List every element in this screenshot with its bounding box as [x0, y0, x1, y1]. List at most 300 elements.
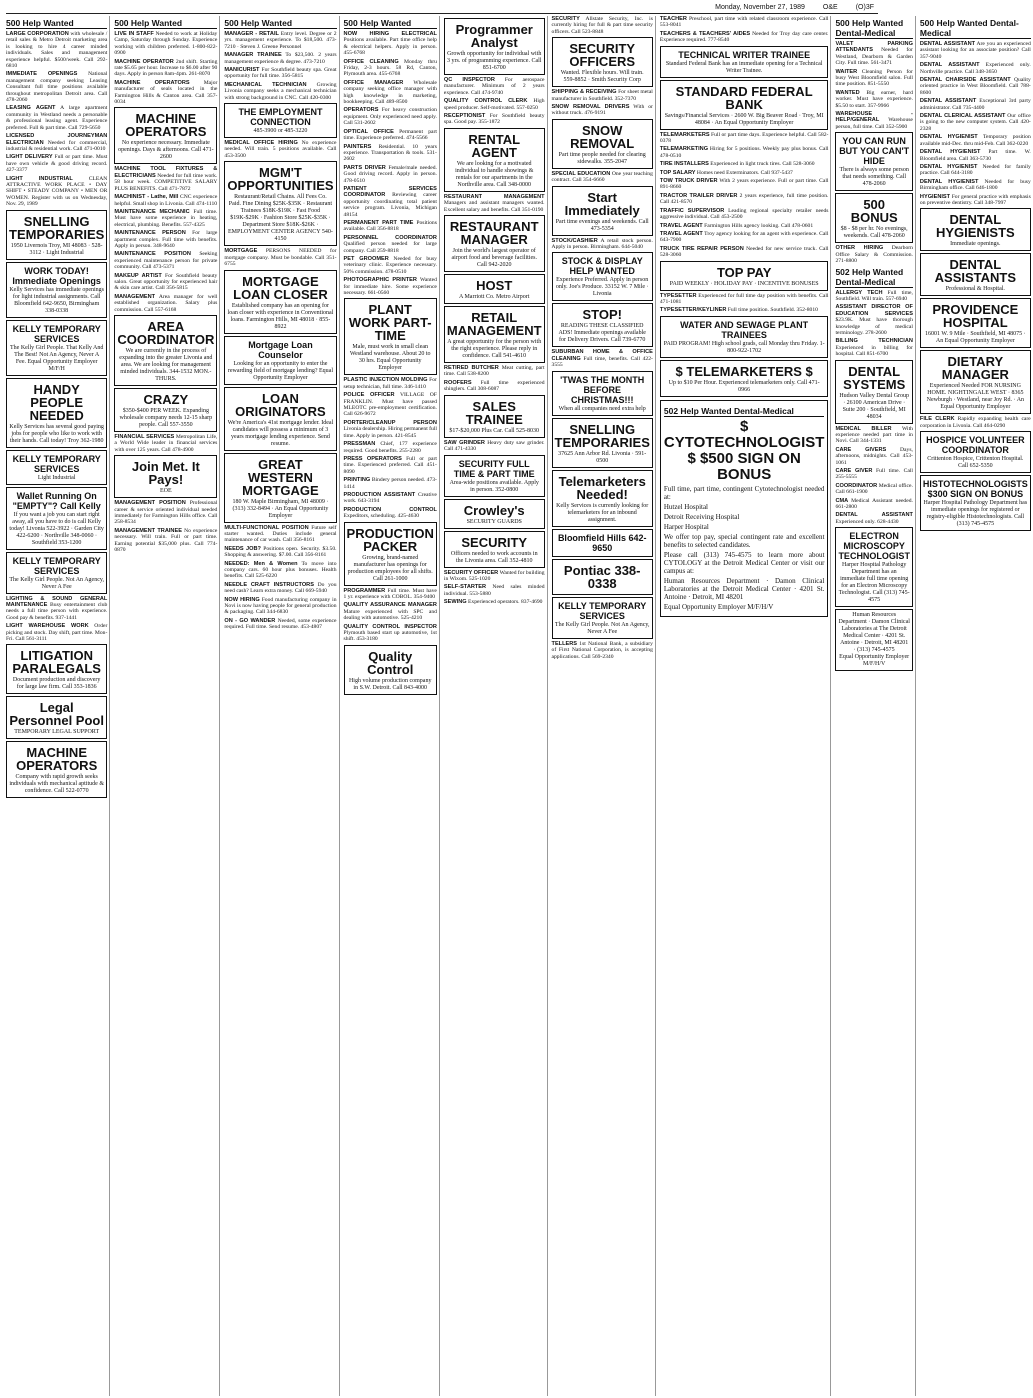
- display-ad: [552, 418, 653, 468]
- display-ad: [552, 186, 653, 236]
- section-heading: 500 Help Wanted: [224, 18, 336, 29]
- classified-ad: [224, 248, 336, 267]
- display-ad-body: Wanted. Flexible hours. Will train. 559-8852 · Smith Security Corp: [560, 70, 644, 84]
- classified-ad-text: Livonia dealership. Hiring permanent full time. Apply in person. 421-8545: [343, 426, 437, 439]
- classified-ad-title: DENTAL CHAIRSIDE ASSISTANT: [919, 77, 1011, 84]
- classified-ad-text: Our office is going to the new computer system. Call 420-2328: [919, 113, 1031, 132]
- classified-ad: [344, 588, 437, 601]
- classified-ad: [114, 273, 217, 292]
- display-ad: [552, 559, 653, 595]
- display-ad-headline: HOSPICE VOLUNTEER COORDINATOR: [926, 435, 1025, 456]
- classified-ad: [114, 209, 217, 228]
- classified-ad-text: Positions available. Part time office help & electrical helpers. Apply in person. 455-6768: [343, 37, 437, 57]
- display-ad: [552, 119, 653, 169]
- classified-ad-title: PATIENT SERVICES COORDINATOR: [343, 185, 437, 199]
- classified-ad-text: Full time. Must have some experience in heating, electrical, plumbing. Benefits. 557-4325: [114, 208, 218, 228]
- display-ad: [835, 193, 912, 243]
- display-ad-headline: LOAN ORIGINATORS: [235, 390, 326, 419]
- classified-ad-title: TRAFFIC SUPERVISOR: [659, 207, 725, 214]
- section-heading: 500 Help Wanted Dental-Medical: [835, 18, 912, 39]
- display-ad-body: A Marriott Co. Metro Airport: [458, 294, 530, 301]
- classified-ad-title: SHIPPING & RECEIVING: [551, 89, 617, 96]
- section-heading: 500 Help Wanted: [344, 18, 437, 29]
- classified-ad-text: Full time, benefits. Call 422-3555: [551, 355, 653, 369]
- classified-ad: [344, 507, 437, 520]
- classified-ad-text: Needed for busy veterinary clinic. Experience necessary. 50% commission. 478-0510: [343, 256, 437, 275]
- classified-ad: [344, 392, 437, 418]
- classified-ad: [344, 31, 437, 57]
- classified-ad-text: Creative work. 643-3194: [343, 491, 437, 505]
- classified-ad: [660, 31, 829, 44]
- classified-ad-text: A retail stock person. Apply in person. Birmingham. 644-5040: [551, 237, 653, 251]
- classified-ad: [444, 77, 545, 96]
- classified-ad: [660, 231, 829, 244]
- classified-ad-text: Area manager for well established organization. Salary plus commission. Call 557-6168: [114, 293, 218, 313]
- display-ad: [660, 261, 829, 291]
- classified-ad-text: Bindery person needed. 473-1414: [343, 477, 437, 490]
- cytotech-contact: Please call (313) 745-4575 to learn more about CYTOLOGY at the Detroit Medical Center or visit our campus at:: [663, 550, 825, 575]
- classified-ad-text: Plymouth based start up automotive, 1st shift. 453-3180: [343, 630, 437, 643]
- classified-ad-text: For Southfield beauty spa. Good pay. 355-1872: [443, 113, 545, 126]
- classified-ad-text: Warehouse person, full time. Call 352-5900: [835, 117, 913, 130]
- display-ad-body: $8 - $8 per hr. No evenings, weekends. Call 478-2060: [840, 226, 908, 240]
- classified-ad: [344, 186, 437, 218]
- classified-ad-title: QC INSPECTOR: [443, 77, 495, 83]
- display-ad: [6, 378, 107, 448]
- display-ad-body: Company with rapid growth seeks individuals with mechanical aptitude & confidence. Call 522-0770: [9, 774, 104, 795]
- display-ad-body: Restaurant/Retail Chains. All Fees Co. Paid. Fine Dining $25K-$35K · Restaurant Trainees $18K-$19K · Fast Food $19K-$29K · Fashion Store $25K-$35K · Department Store $18K-$26K · EMPLOYMENT CENTER AGENCY 540-4150: [228, 194, 333, 243]
- classified-ad: [920, 41, 1031, 60]
- classified-ad-title: DENTAL ASSISTANT: [919, 98, 977, 105]
- classified-ad-title: MAINTENANCE PERSON: [114, 230, 186, 237]
- classified-ad-title: QUALITY ASSURANCE MANAGER: [343, 602, 437, 609]
- display-ad: [6, 262, 107, 318]
- display-ad-headline: $ TELEMARKETERS $: [675, 363, 813, 379]
- display-ad-body: PAID WEEKLY · HOLIDAY PAY · INCENTIVE BONUSES: [669, 280, 819, 287]
- classified-ad-title: MANICURIST: [224, 67, 260, 74]
- classified-ad: [344, 256, 437, 275]
- cytotechnologist-ad: [660, 400, 829, 617]
- classified-ad: [835, 245, 912, 264]
- classified-ad-text: For general practice with emphasis on preventive dentistry. Call 348-7997: [919, 193, 1031, 206]
- classified-ad-title: SECURITY OFFICER: [443, 569, 499, 576]
- display-ad: [920, 475, 1031, 531]
- display-ad-body: Harper Hospital Pathology Department has immediate openings for registered or registry-eligible Histotechnologists. Call (313) 745-4575: [923, 500, 1028, 528]
- classified-ad-title: WANTED: [835, 89, 860, 96]
- display-ad: [835, 527, 912, 607]
- classified-ad: [660, 146, 829, 159]
- classified-ad-text: Metropolitan Life, a World Wide leader in financial services with over 125 years. Call 478-4900: [114, 434, 218, 453]
- display-ad-headline: KELLY TEMPORARY SERVICES: [12, 555, 101, 576]
- classified-ad-text: Monday thru Friday, 2-3 hours. 58 Rd, Canton, Plymouth area. 455-6768: [343, 58, 437, 78]
- display-ad: [6, 487, 107, 550]
- classified-ad: [835, 69, 912, 88]
- classified-ad: [114, 80, 217, 106]
- display-ad-headline: STOCK & DISPLAY HELP WANTED: [561, 256, 643, 277]
- display-ad-headline: HOST: [476, 278, 513, 294]
- display-ad-headline: AREA COORDINATOR: [117, 319, 215, 347]
- classified-ad: [224, 618, 336, 631]
- classified-ad: [344, 235, 437, 254]
- classified-ad-title: MULTI-FUNCTIONAL POSITION: [224, 524, 309, 531]
- display-ad-body: Experienced Needed FOR NURSING HOME. NIGHTINGALE WEST · 8365 Newburgh · Westland, near Joy Rd. · An Equal Opportunity Employer: [926, 383, 1025, 411]
- classified-ad: [835, 426, 912, 445]
- classified-ad-text: No experience necessary. Will train. Full or part time. Earning potential $35,000 plus. Call 774-0870: [114, 527, 218, 554]
- display-ad-headline: ELECTRON MICROSCOPY TECHNOLOGIST: [838, 531, 910, 562]
- display-ad-headline: WATER AND SEWAGE PLANT TRAINEES: [680, 319, 809, 340]
- classified-ad-text: For Southfield beauty salon. Great opportunity for experienced hair & skin care artist. Call 356-5815: [114, 272, 218, 292]
- display-ad: [660, 80, 829, 130]
- display-ad-body: Join the world's largest operator of airport food and beverage facilities. Call 942-2020: [451, 248, 537, 269]
- page-number: (O)3F: [855, 4, 874, 11]
- classified-ad: [444, 599, 545, 605]
- classified-ad-title: MAINTENANCE POSITION: [114, 251, 191, 258]
- display-ad-headline: DENTAL SYSTEMS: [843, 363, 906, 392]
- classified-ad-text: Full time. Call 255-5555: [835, 468, 913, 481]
- display-ad-body: There is always some person that needs something. Call 478-2060: [839, 167, 909, 188]
- classified-ad: [920, 98, 1031, 111]
- classified-ad-title: SPECIAL EDUCATION: [551, 170, 611, 177]
- display-ad-headline: WORK TODAY! Immediate Openings: [12, 265, 101, 286]
- classified-ad: [835, 512, 912, 525]
- classified-ad-text: Professional career & service oriented individual needed immediately for Farmington Hills office. Call 258-8534: [114, 500, 218, 526]
- classified-ad-text: Cleaning Person for busy West Bloomfield salon. Full time position. 851-5550: [835, 68, 913, 88]
- display-ad-body: PAID PROGRAM! High school grads, call Monday thru Friday. 1-800-922-1702: [663, 340, 825, 354]
- display-ad-body: We are currently in the process of expanding into the greater Livonia and area. We are looking for management minded individuals. 344-1532 MON.-THURS.: [119, 348, 213, 382]
- classified-ad-title: MAINTENANCE MECHANIC: [114, 208, 190, 215]
- classified-ad-text: Full time experienced shinglers. Call 308-6087: [443, 379, 545, 393]
- classified-ad: [114, 251, 217, 270]
- display-ad: [444, 18, 545, 75]
- display-ad: [114, 455, 217, 498]
- display-ad-headline: Bloomfield Hills 642-9650: [557, 532, 647, 553]
- section-heading: 500 Help Wanted: [6, 18, 107, 29]
- classified-ad-title: PRESS OPERATORS: [343, 455, 402, 462]
- display-ad-body: High volume production company in S.W. Detroit. Call 843-4000: [348, 677, 432, 691]
- electron-org: Human Resources Department · Damon Clinical Laboratories at The Detroit Medical Center · 4201 St. Antoine · Detroit, MI 48201 · (313) 745-4575: [838, 612, 910, 654]
- section-heading: 502 Help Wanted Dental-Medical: [835, 267, 912, 288]
- display-ad-body: Established company has an opening for loan closer with experience in Conventional loans. Farmington Hills, MI 48018 · 855-8922: [227, 302, 334, 330]
- display-ad-headline: SECURITY FULL TIME & PART TIME: [453, 458, 535, 479]
- display-ad-body: Savings/Financial Services · 2600 W. Big Beaver Road · Troy, MI 48084 · An Equal Opportunity Employer: [664, 112, 824, 126]
- classified-ad-title: MECHANICAL TECHNICIAN: [224, 81, 307, 88]
- classified-ad: [660, 16, 829, 29]
- classified-ad-text: Experienced for full time day position with benefits. Call 471-1081: [659, 292, 829, 305]
- section-code: O&E: [822, 4, 838, 11]
- display-ad: [920, 298, 1031, 348]
- classified-ad: [835, 498, 912, 511]
- classified-column: [920, 16, 1033, 1396]
- display-ad-body: $17-$20,000 Plus Car. Call 525-8030: [449, 427, 540, 434]
- classified-column: [114, 16, 220, 1396]
- classified-ad-text: Needed, some experience required. Full time. Send resume. 453-4807: [224, 617, 337, 631]
- classified-ad: [660, 223, 829, 229]
- classified-ad-text: Seeking experienced maintenance person for private community. Call 473-5371: [114, 251, 218, 271]
- classified-ad-title: QUALITY CONTROL INSPECTOR: [343, 623, 437, 630]
- classified-ad-title: MANAGER - RETAIL: [224, 31, 279, 37]
- display-ad-body: 37625 Ann Arbor Rd. Livonia · 591-0500: [558, 450, 647, 464]
- classified-ad: [660, 307, 829, 313]
- display-ad-body: Looking for an opportunity to enter the rewarding field of mortgage lending? Equal Opportunity Employer: [227, 360, 334, 381]
- classified-ad: [224, 140, 336, 159]
- classified-ad: [660, 170, 829, 176]
- classified-ad-text: Full or part time. Must have own vehicle & good driving record. 427-3377: [6, 154, 108, 174]
- display-ad-body: EOE: [160, 488, 172, 495]
- display-ad: [344, 298, 437, 375]
- classified-ad-text: Residential. 10 years experience. Transportation & tools. 531-2602: [343, 143, 437, 163]
- display-ad: [835, 132, 912, 191]
- display-ad: [552, 371, 653, 416]
- display-ad-body: Hudson Valley Dental Group · 26100 American Drive · Suite 200 · Southfield, MI 48034: [839, 392, 910, 420]
- classified-ad: [835, 290, 912, 303]
- classified-ad-title: PERSONNEL COORDINATOR: [343, 234, 437, 241]
- display-ad-body: Part time people needed for clearing sidewalks. 355-2047: [558, 151, 646, 165]
- classified-column: [835, 16, 915, 1396]
- classified-ad-title: TRAVEL AGENT: [659, 222, 703, 229]
- classified-ad-text: Experienced in billing for hospital. Call 851-6700: [835, 344, 913, 358]
- display-ad: [444, 499, 545, 529]
- classified-ad-text: Chief, 177 experience required. Good benefits. 255-2280: [343, 441, 437, 454]
- classified-ad-title: NOW HIRING: [224, 596, 260, 603]
- classified-ad-text: With experience needed part time in Novi. Call 344-1331: [835, 425, 913, 445]
- classified-column: [344, 16, 440, 1396]
- classified-ad-text: Meat cutting, part time. Call 538-8200: [443, 365, 545, 378]
- display-ad-body: 180 W. Maple Birmingham, MI 48009 · (313) 332-8494 · An Equal Opportunity Employer: [232, 498, 329, 519]
- display-ad: [6, 210, 107, 260]
- display-ad-headline: SNELLING TEMPORARIES: [9, 213, 105, 242]
- classified-ad-title: WAITER: [835, 68, 858, 75]
- display-ad: [660, 316, 829, 358]
- display-ad-body: Immediate openings.: [950, 241, 1001, 248]
- display-ad-body: When all companies need extra help: [558, 405, 646, 412]
- classified-ad-title: PHOTOGRAPHIC PRINTER: [343, 277, 417, 284]
- display-ad-body: We're America's 41st mortgage lender. Ideal candidates will possess a minimum of 3 years mortgage lending experience. Send resume.: [227, 419, 334, 447]
- classified-ad-text: Rapidly expanding health care corporation in Livonia. Call 464-0290: [919, 416, 1031, 429]
- display-ad-body: Crittenton Hospice, Crittenton Hospital. Call 652-5350: [927, 456, 1024, 470]
- display-ad: [552, 529, 653, 557]
- classified-ad-text: A large apartment community in Westland needs a personable & professional leasing agent. Experience preferred. Full & part time. Call 729-5650: [6, 105, 108, 131]
- classified-ad: [6, 31, 107, 69]
- classified-ad-text: Wanted for immediate hire. Some experience necessary. 661-0560: [343, 277, 437, 297]
- classified-ad: [444, 584, 545, 597]
- classified-ad-title: TELEMARKETERS: [659, 131, 710, 138]
- classified-ad: [835, 41, 912, 67]
- display-ad-headline: DENTAL ASSISTANTS: [934, 257, 1017, 286]
- classified-column: [224, 16, 339, 1396]
- display-ad-headline: RENTAL AGENT: [468, 131, 521, 160]
- display-ad-body: Kelly Services has immediate openings for light industrial assignments. Call Bloomfield 642-9650, Birmingham 338-0338: [9, 286, 104, 314]
- display-ad-body: Area-wide positions available. Apply in person. 352-0800: [449, 479, 539, 493]
- classified-ad: [114, 194, 217, 207]
- classified-ad-title: SECURITY: [551, 16, 580, 22]
- display-ad-body: 1950 Livernois Troy, MI 48083 · 528-3112 · Light Industrial: [10, 242, 103, 256]
- classified-ad: [6, 71, 107, 103]
- classified-ad-text: with wholesale / retail sales & Metro Detroit marketing area is looking to hire 4 career minded individuals. Sales and management experience helpful. $500/week. Call 292-6810: [6, 31, 108, 70]
- display-ad: [224, 270, 336, 334]
- classified-ad: [552, 349, 653, 368]
- classified-ad-text: 1st National Bank, a subsidiary of First National Corporation, is accepting applications. Call 569-2340: [551, 640, 653, 660]
- classified-ad: [835, 90, 912, 109]
- classified-ad-title: CARE GIVERS: [835, 446, 887, 453]
- display-ad-headline: Crowley's: [463, 502, 525, 518]
- classified-ad: [224, 525, 336, 544]
- display-ad: [444, 531, 545, 568]
- display-ad-body: Document production and discovery for large law firm. Call 353-1836: [12, 677, 101, 691]
- classified-ad-text: Medical office. Call 661-1900: [835, 482, 913, 496]
- classified-ad-title: PRODUCTION ASSISTANT: [343, 491, 416, 498]
- display-ad-body: Kelly Services is currently looking for telemarketers for an inbound assignment.: [556, 502, 649, 523]
- classified-ad-title: PET GROOMER: [343, 256, 389, 262]
- display-ad-headline: MORTGAGE LOAN CLOSER: [233, 273, 328, 302]
- classified-ad-title: NEEDLE CRAFT INSTRUCTORS: [224, 581, 314, 588]
- classified-ad: [920, 194, 1031, 207]
- classified-ad-text: Food manufacturing company in Novi is now having people for general production & packaging. Call 344-6830: [224, 596, 337, 616]
- classified-ad-text: Full time. Must have 1 yr. experience with COBOL. 354-9400: [343, 587, 437, 600]
- display-ad: [224, 453, 336, 523]
- classified-ad-text: Experienced only. 628-4430: [835, 518, 899, 525]
- display-ad: [552, 252, 653, 301]
- display-ad-headline: Mortgage Loan Counselor: [248, 339, 313, 360]
- classified-ad-title: SUBURBAN HOME & OFFICE CLEANING: [551, 349, 653, 362]
- classified-ad: [552, 641, 653, 660]
- classified-ad-title: NOW HIRING ELECTRICAL: [343, 31, 437, 37]
- classified-ad-title: TEACHERS & TEACHERS' AIDES: [659, 30, 751, 37]
- display-ad-headline: PROVIDENCE HOSPITAL: [932, 302, 1019, 331]
- classified-ad-text: Full or part time. Experienced preferred. Call 451-8090: [343, 455, 437, 475]
- classified-ad-title: WAREHOUSE - HELP/GENERAL: [835, 111, 913, 124]
- display-ad: [6, 552, 107, 594]
- classified-ad-text: For Southfield beauty spa. Great opportunity for full time. 356-5815: [224, 67, 337, 80]
- classified-ad-title: STOCK/CASHIER: [551, 237, 598, 244]
- classified-ad-title: LICENSED JOURNEYMAN ELECTRICIAN: [6, 133, 108, 146]
- display-ad-body: $350-$400 PER WEEK. Expanding wholesale company needs 12-15 sharp people. Call 557-3550: [119, 408, 213, 428]
- classified-ad: [920, 134, 1031, 147]
- display-ad: [444, 128, 545, 192]
- classified-ad-title: LIGHTING & SOUND GENERAL MAINTENANCE: [6, 595, 108, 608]
- classified-ad-text: No experience needed. Will train. 5 positions available. Call 453-3500: [224, 140, 337, 159]
- classified-ad: [6, 105, 107, 131]
- classified-ad-text: Hiring for 5 positions. Weekly pay plus bonus. Call 478-0510: [659, 146, 829, 159]
- display-ad-headline: LITIGATION PARALEGALS: [12, 648, 101, 677]
- classified-ad-text: Need sales minded individual. 553-5880: [443, 584, 545, 597]
- display-ad-body: Light Industrial: [37, 474, 76, 481]
- classified-ad-title: LIGHT WAREHOUSE WORK: [6, 623, 89, 630]
- classified-ad-text: For large apartment complex. Full time with benefits. Apply in person. 348-9640: [114, 230, 218, 249]
- display-ad: [6, 741, 107, 798]
- display-ad: [920, 208, 1031, 251]
- classified-ad: [920, 149, 1031, 162]
- classified-ad-title: COORDINATOR: [835, 482, 878, 489]
- classified-ad-title: ROOFERS: [443, 379, 472, 386]
- display-ad-headline: 500 BONUS: [850, 197, 898, 226]
- classified-ad-title: PARTS DRIVER: [343, 164, 386, 171]
- classified-ad-text: PERSONS NEEDED for mortgage company. Must be bondable. Call 351-6755: [224, 248, 337, 268]
- classified-ad-text: Reviewing career opportunity coordinating total patient service program. Livonia, Michigan 48154: [343, 192, 437, 218]
- classified-ad: [552, 16, 653, 35]
- classified-ad-text: Troy agency looking for an agent with experience. Call 643-7900: [659, 230, 829, 244]
- classified-ad-title: TEACHER: [659, 16, 687, 22]
- classified-ad: [920, 416, 1031, 429]
- classified-ad-title: CMA: [835, 497, 849, 504]
- display-ad-body: If you want a job you can start right away, all you have to do is call Kelly today! Livonia 522-3922 · Garden City 422-6200 · Northville 348-0060 · Southfield 353-1200: [9, 511, 104, 546]
- classified-ad-title: NEEDED: Men & Women: [224, 560, 298, 567]
- display-ad-headline: CRAZY: [143, 392, 189, 407]
- display-ad-headline: Quality Control: [367, 648, 414, 677]
- classified-ad-text: Female/male needed. Good driving record. Apply in person. 478-0510: [343, 164, 437, 184]
- classified-ad-title: LARGE CORPORATION: [6, 31, 69, 37]
- display-ad-headline: KELLY TEMPORARY SERVICES: [558, 600, 647, 621]
- classified-column: [6, 16, 110, 1396]
- display-ad-body: Professional & Hospital.: [945, 286, 1005, 293]
- classified-ad-text: Busy entertainment club needs a full time person with experience. Good pay & benefits. 937-1441: [6, 601, 108, 621]
- display-ad: [660, 46, 829, 78]
- classified-ad-title: DENTAL ASSISTANT: [919, 62, 980, 69]
- classified-ad: [344, 107, 437, 126]
- classified-ad: [444, 98, 545, 111]
- classified-ad-text: CLEAN ATTRACTIVE WORK PLACE • DAY SHIFT • STEADY COMPANY • MEN OR WOMEN. Register with us on Wednesday, Nov. 29, 1989: [6, 175, 108, 208]
- classified-ad-title: VALET PARKING ATTENDANTS: [835, 41, 913, 54]
- classified-ad-text: Growing Livonia company seeks a mechanical technician with strong background in CNC. Call 420-0300: [224, 81, 337, 101]
- classified-ad-text: Temporary position available mid-Dec. thru mid-Feb. Call 362-0220: [919, 134, 1031, 147]
- classified-ad-title: NEEDS JOB?: [224, 545, 261, 552]
- classified-ad: [344, 602, 437, 621]
- classified-ad-text: For sheet metal manufacturer in Southfield. 352-7370: [551, 89, 653, 102]
- display-ad-headline: Telemarketers Needed!: [558, 473, 646, 502]
- classified-ad-title: TYPESETTER: [659, 292, 697, 299]
- classified-ad-title: MACHINE OPERATORS: [114, 79, 190, 86]
- classified-ad-title: DENTAL ASSISTANT: [919, 41, 976, 47]
- display-ad: [920, 350, 1031, 414]
- display-ad: [224, 336, 336, 385]
- display-ad-body: Growth opportunity for individual with 3 yrs. of programming experience. Call 851-6700: [446, 51, 542, 71]
- display-ad: [114, 388, 217, 432]
- classified-ad: [660, 246, 829, 259]
- classified-ad-text: Needed for busy Birmingham office. Call 646-1800: [919, 178, 1031, 192]
- classified-ad-title: DENTAL CLERICAL ASSISTANT: [919, 113, 1006, 120]
- classified-ad: [552, 238, 653, 251]
- display-ad: [224, 387, 336, 451]
- classified-ad-text: Exceptional 3rd party administrator. Call 735-4400: [919, 98, 1031, 111]
- classified-ad-title: TOW TRUCK DRIVER: [659, 178, 718, 185]
- classified-ad-title: TELEMARKETING: [659, 146, 709, 153]
- cytotech-body: We offer top pay, special contingent rate and excellent benefits to selected candidates.: [663, 532, 825, 549]
- classified-ad-title: DENTAL ASSISTANT: [835, 512, 913, 519]
- display-ad: [6, 450, 107, 485]
- display-ad: [6, 696, 107, 739]
- classified-ad-text: Full time, Southfield. Will train. 557-6940: [835, 289, 913, 302]
- classified-ad: [224, 561, 336, 580]
- classified-ad-text: Qualified person needed for large company. Call 259-8818: [343, 241, 437, 254]
- classified-ad-text: Quality oriented practice in West Bloomfield. Call 788-8600: [919, 77, 1031, 96]
- display-ad: [552, 597, 653, 639]
- classified-ad-title: MEDICAL OFFICE HIRING: [224, 140, 298, 147]
- classified-ad-title: POLICE OFFICER: [343, 392, 395, 399]
- classified-ad-text: Farmington Hills agency looking. Call 478-0601: [704, 222, 814, 229]
- display-ad-headline: Start Immediately: [564, 189, 640, 218]
- display-ad-headline: KELLY TEMPORARY SERVICES: [12, 453, 101, 474]
- classified-ad: [344, 144, 437, 163]
- classified-ad: [224, 67, 336, 80]
- display-ad-headline: SECURITY OFFICERS: [569, 41, 636, 70]
- display-ad-headline: RETAIL MANAGEMENT: [446, 310, 542, 339]
- cytotech-intro: Full time, part time, contingent Cytotechnologist needed at:: [663, 484, 825, 501]
- display-ad-headline: PLANT WORK PART-TIME: [348, 302, 432, 344]
- classified-ad-text: Experienced operators. 837-4690: [468, 599, 543, 606]
- display-ad-headline: STANDARD FEDERAL BANK: [675, 83, 813, 112]
- classified-ad-text: Mature experienced with SPC and dealing with automotive. 525-4210: [343, 608, 437, 622]
- classified-ad: [835, 304, 912, 336]
- classified-ad: [344, 492, 437, 505]
